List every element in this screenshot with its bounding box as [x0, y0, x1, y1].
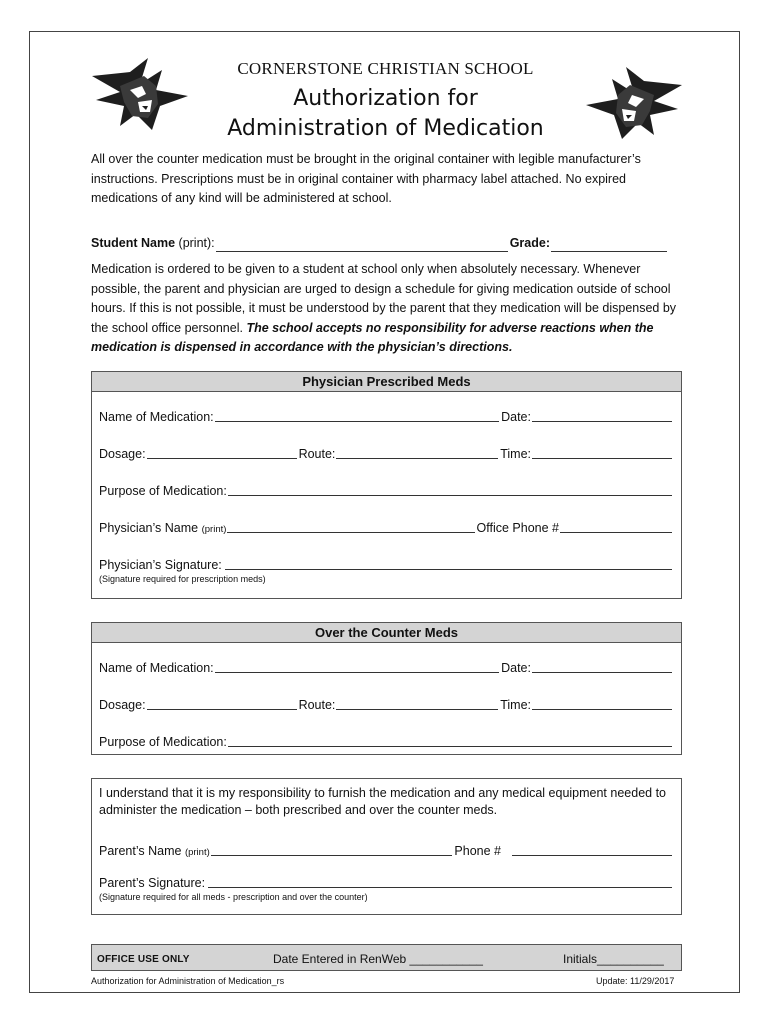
student-name-label: Student Name: [91, 236, 176, 250]
rx-purpose-label: Purpose of Medication:: [99, 484, 227, 498]
footer-doc-name: Authorization for Administration of Medication_rs: [91, 976, 285, 986]
rx-name-field[interactable]: [215, 409, 499, 422]
consent-text: I understand that it is my responsibility to furnish the medication and any medical equipment needed to administer the medication – both prescribed and over the counter meds.: [99, 786, 666, 817]
physician-signature-label: Physician’s Signature:: [99, 558, 222, 572]
otc-time-field[interactable]: [532, 697, 672, 710]
otc-route-field[interactable]: [336, 697, 498, 710]
rx-date-label: Date:: [501, 410, 531, 424]
otc-meds-section: [91, 622, 682, 755]
office-phone-field[interactable]: [560, 520, 672, 533]
physician-name-label: Physician’s Name: [99, 521, 199, 535]
otc-name-field[interactable]: [215, 660, 499, 673]
office-phone-label: Office Phone #: [476, 521, 559, 535]
policy-emphasis: The school accepts no responsibility for adverse reactions when the medication is dispensed in accordance with the physician’s directions.: [91, 320, 654, 354]
otc-name-label: Name of Medication:: [99, 661, 214, 675]
school-name: CORNERSTONE CHRISTIAN SCHOOL: [237, 59, 534, 78]
intro-paragraph: All over the counter medication must be brought in the original container with legible manufacturer’s instructions. Prescriptions must be in original container with pharmacy label attached. No expired medications of any kind will be administered at school.: [91, 152, 641, 205]
office-use-label: OFFICE USE ONLY: [97, 954, 190, 965]
grade-field[interactable]: [551, 239, 667, 252]
physician-signature-field[interactable]: [225, 557, 672, 570]
otc-date-field[interactable]: [532, 660, 672, 673]
parent-phone-field[interactable]: [512, 843, 672, 856]
rx-dosage-row: [99, 445, 674, 461]
rx-dosage-label: Dosage:: [99, 447, 146, 461]
physician-name-field[interactable]: [227, 520, 474, 533]
student-name-hint: (print):: [178, 236, 215, 250]
otc-name-row: [99, 659, 674, 675]
rx-time-label: Time:: [500, 447, 531, 461]
rx-date-field[interactable]: [532, 409, 672, 422]
rx-name-label: Name of Medication:: [99, 410, 214, 424]
parent-phone-label: Phone #: [454, 844, 501, 858]
prescribed-meds-section: [91, 371, 682, 599]
rx-name-row: [99, 408, 674, 424]
rx-physician-row: [99, 519, 674, 535]
otc-meds-heading: Over the Counter Meds: [92, 623, 681, 643]
student-row: [91, 234, 669, 254]
parent-signature-note: (Signature required for all meds - prescription and over the counter): [99, 892, 368, 902]
initials-field[interactable]: Initials__________: [563, 952, 664, 966]
parent-name-label: Parent’s Name: [99, 844, 182, 858]
date-entered-field[interactable]: Date Entered in RenWeb ___________: [273, 952, 483, 966]
parent-signature-label: Parent’s Signature:: [99, 876, 206, 890]
otc-dosage-label: Dosage:: [99, 698, 146, 712]
physician-signature-note: (Signature required for prescription meds): [99, 574, 266, 584]
otc-time-label: Time:: [500, 698, 531, 712]
student-name-field[interactable]: [216, 239, 508, 252]
rx-time-field[interactable]: [532, 446, 672, 459]
parent-name-field[interactable]: [211, 843, 453, 856]
footer-update-date: Update: 11/29/2017: [596, 976, 675, 986]
parent-name-hint: (print): [184, 847, 210, 858]
physician-name-hint: (print): [201, 524, 227, 535]
rx-purpose-row: [99, 482, 674, 498]
otc-route-label: Route:: [298, 698, 336, 712]
otc-date-label: Date:: [501, 661, 531, 675]
policy-text: Medication is ordered to be given to a student at school only when absolutely necessary. Whenever possible, the parent and physician are urged to design a schedule for giving medication outside of school hours. If this is not possible, it must be understood by the parent that they medication will be dispensed by the school office personnel.: [91, 262, 677, 335]
rx-signature-row: [99, 556, 674, 572]
rx-dosage-field[interactable]: [147, 446, 297, 459]
grade-label: Grade:: [509, 236, 550, 250]
rx-route-label: Route:: [298, 447, 336, 461]
parent-signature-row: [99, 874, 674, 890]
otc-purpose-label: Purpose of Medication:: [99, 735, 227, 749]
parent-signature-field[interactable]: [208, 875, 672, 888]
parent-name-row: [99, 842, 674, 858]
otc-dosage-row: [99, 696, 674, 712]
otc-purpose-field[interactable]: [228, 734, 672, 747]
office-use-bar: [91, 944, 682, 971]
prescribed-meds-heading: Physician Prescribed Meds: [92, 372, 681, 392]
otc-purpose-row: [99, 733, 674, 749]
rx-route-field[interactable]: [336, 446, 498, 459]
form-title-line2: Administration of Medication: [227, 116, 544, 141]
otc-dosage-field[interactable]: [147, 697, 297, 710]
form-title-line1: Authorization for: [293, 86, 478, 111]
rx-purpose-field[interactable]: [228, 483, 672, 496]
parent-consent-section: [91, 778, 682, 915]
form-page: [29, 31, 740, 993]
policy-paragraph: [91, 260, 683, 358]
